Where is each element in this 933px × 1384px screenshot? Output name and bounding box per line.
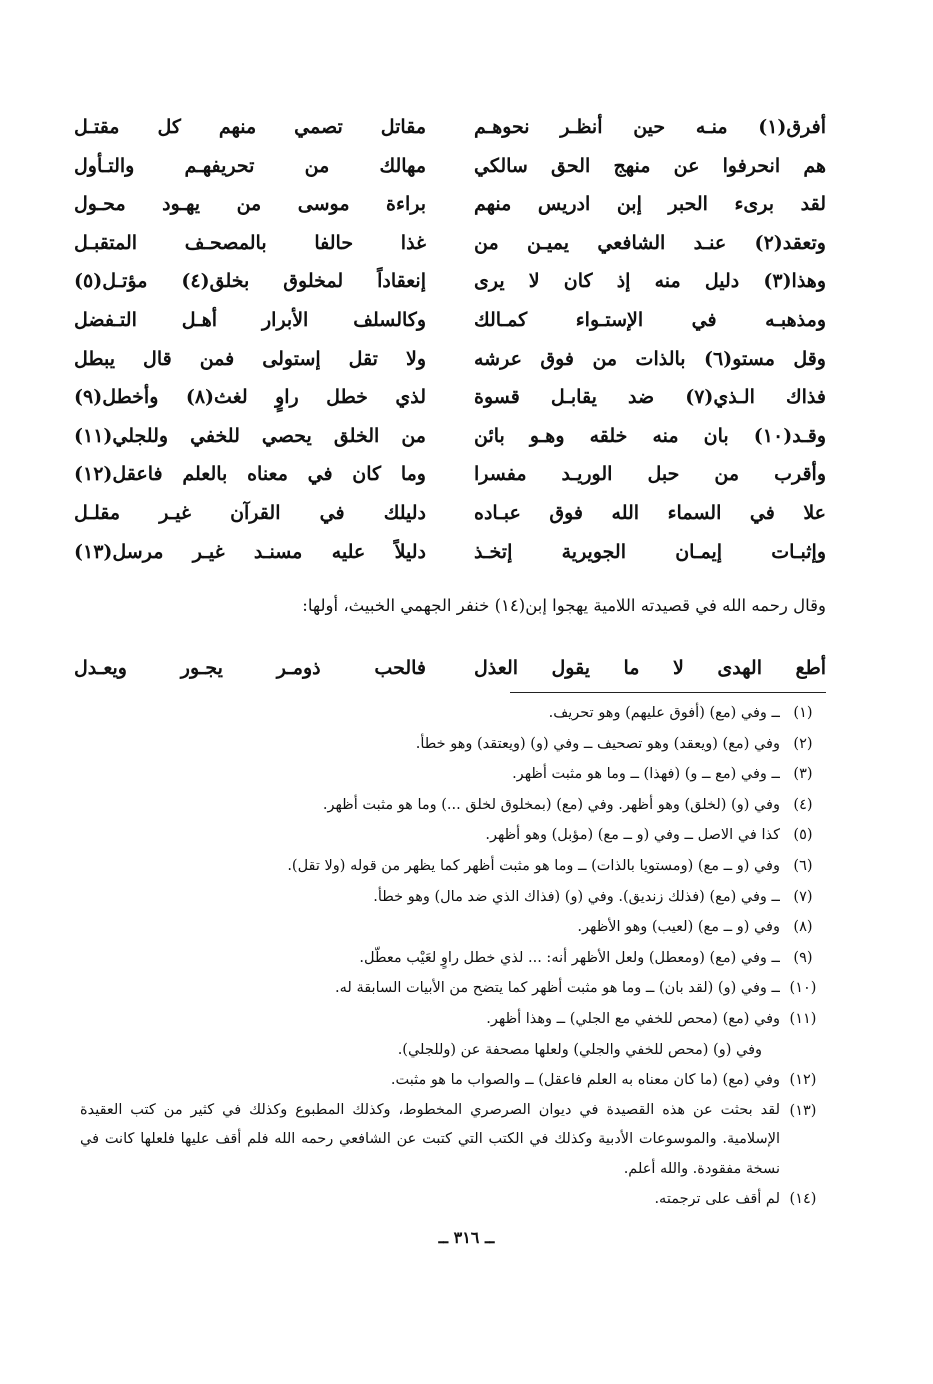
poem-verse (74, 417, 826, 456)
footnote-number: (١٤) (789, 1191, 817, 1208)
poem-verse (74, 340, 826, 379)
footnote (80, 759, 826, 790)
footnote-number: (١) (793, 705, 813, 721)
verse-first-hemistich: وقل مستو(٦) بالذات من فوق عرشه (474, 347, 826, 370)
footnote-number: (١٢) (789, 1072, 817, 1089)
footnote (80, 1065, 826, 1096)
footnote-text: وفي (و ــ مع) (ومستويا بالذات) ــ وما هو مثبت أظهر كما يظهر من قوله (ولا تقل). (287, 857, 780, 874)
footnote-number: (٣) (793, 766, 813, 783)
verse-first-hemistich: علا في السماء الله فوق عبـاده (474, 501, 826, 524)
verse-first-hemistich: فذاك الـذي(٧) ضد يقابـل قسوة (474, 386, 826, 409)
poem-verse (74, 185, 826, 224)
verse-second-hemistich: مقاتل تصمي منهم كل مقتـل (74, 116, 426, 138)
intro-sentence: وقال رحمه الله في قصيدته اللامية يهجوا إبن(١٤) خنفر الجهمي الخبيث، أولها: (302, 596, 826, 615)
footnote (80, 1004, 826, 1035)
footnote-text: وفي (و ــ مع) (لعيب) وهو الأظهر. (577, 919, 780, 936)
poem-verse (74, 108, 826, 147)
verse-second-hemistich: مهالك من تحريفهـم والتـأول (74, 154, 426, 177)
footnotes (80, 698, 826, 1215)
footnote-text: لم أقف على ترجمته. (654, 1191, 780, 1208)
poem-verse (74, 533, 826, 572)
verse-second-hemistich: غذا حالفا بالمصحـف المتقبـل (74, 231, 426, 254)
verse-first-hemistich: وأقرب من حبل الوريـد مفسرا (474, 463, 826, 486)
footnote (80, 912, 826, 943)
footnote-number: (٧) (793, 888, 813, 905)
footnote-text: وفي (مع) (ويعقد) وهو تصحيف ــ وفي (و) (ويعتقد) وهو خطأ. (415, 735, 780, 752)
verse-first-hemistich: وتعقد(٢) عنـد الشافعي يميـن من (474, 231, 826, 254)
footnote (80, 1184, 826, 1215)
footnote-text: ــ وفي (مع) (أفوق عليهم) وهو تحريف. (548, 705, 780, 721)
opening-verse (74, 648, 826, 688)
verse-second-hemistich: من الخلق يحصي للخفي وللجلي(١١) (74, 424, 426, 447)
verse-first-hemistich: وقـد(١٠) بان منه خلقه وهـو بائن (474, 424, 826, 447)
verse-second-hemistich: وكالسلف الأبرار أهـل التـفضل (74, 308, 426, 331)
footnote-text: وفي (مع) (ما كان معناه به العلم فاعقل) ــ والصواب ما هو مثبت. (390, 1072, 780, 1089)
footnote-text: ــ وفي (مع ــ و) (فهذا) ــ وما هو مثبت أظهر. (512, 766, 780, 783)
footnote-text: وفي (و) (محص للخفي والجلي) ولعلها مصحفة عن (وللجلي). (397, 1041, 762, 1058)
footnote-number: (٢) (793, 735, 813, 752)
footnote-number: (١٠) (789, 980, 817, 997)
verse-first-hemistich: ومذهبـه في الإستـواء كمـالك (474, 308, 826, 331)
verse-second-hemistich: ولا تقل إستولى فمن قال يبطل (74, 347, 426, 370)
footnote-text: وفي (مع) (محص للخفي مع الجلي) ــ وهذا أظهر. (486, 1010, 780, 1027)
footnote-text: وفي (و) (لخلق) وهو أظهر. وفي (مع) (بمخلوق لخلق ...) وما هو مثبت أظهر. (322, 796, 780, 813)
poem-verse (74, 378, 826, 417)
poem-verse (74, 301, 826, 340)
poem-verse (74, 262, 826, 301)
footnote (80, 790, 826, 821)
footnote-number: (١٣) (789, 1102, 817, 1119)
footnote (80, 943, 826, 974)
footnote-number: (١١) (789, 1010, 817, 1027)
verse-first-hemistich: أفرق(١) منـه حين أنظـر نحوهـم (474, 116, 826, 138)
verse-first-hemistich: هم انحرفوا عن منهج الحق سالكي (474, 154, 826, 177)
poem-verse (74, 147, 826, 186)
verse-first-hemistich: وإثبـات إيمـان الجويرية إتخـذ (474, 540, 826, 563)
footnote-text: ــ وفي (مع) (فذلك زنديق). وفي (و) (فذاك الذي ضد مال) وهو خطأ. (373, 888, 780, 905)
verse-second-hemistich: لذي خطل راوٍ لغث(٨) وأخطل(٩) (74, 386, 426, 409)
verse-second-hemistich: فالحب ذومـر يجـور ويعـدل (74, 657, 426, 679)
footnote (80, 698, 826, 729)
poem-verse (74, 455, 826, 494)
footnote (80, 820, 826, 851)
footnote-number: (٩) (793, 949, 813, 966)
footnote-text: ــ وفي (و) (لقد بان) ــ وما هو مثبت أظهر كما يتضح من الأبيات السابقة له. (335, 980, 780, 997)
footnote-number: (٤) (793, 796, 813, 813)
poem-block (74, 108, 826, 571)
footnote-separator (510, 692, 826, 693)
footnote (80, 973, 826, 1004)
footnote (80, 851, 826, 882)
poem-verse (74, 224, 826, 263)
footnote-number: (٥) (793, 827, 813, 844)
footnote-number: (٦) (793, 857, 813, 874)
footnote-text: ــ وفي (مع) (ومعطل) ولعل الأظهر أنه: ... لذي خطل راوٍ لعَيْب معطّل. (359, 949, 780, 966)
page-number: ــ ٣١٦ ــ (438, 1228, 495, 1247)
verse-first-hemistich: أطع الهدى لا ما يقول العذل (474, 657, 826, 679)
footnote-text: لقد بحثت عن هذه القصيدة في ديوان الصرصري المخطوط، وكذلك المطبوع وكذلك في كثير من كتب العقيدة الإسلامية. والموسوعات الأدبية وكذلك في الكتب التي كتبت عن الشافعي رحمه الله فلم أقف عليها فلعلها كانت في نسخة مفقودة. والله أعلم. (80, 1101, 780, 1177)
verse-second-hemistich: وما كان في معناه بالعلم فاعقل(١٢) (74, 463, 426, 486)
footnote (80, 729, 826, 760)
footnote (80, 882, 826, 913)
verse-second-hemistich: إنعقاداً لمخلوق بخلق(٤) مؤتـل(٥) (74, 270, 426, 293)
footnote (80, 1096, 826, 1185)
verse-first-hemistich: لقد برىء الحبر إبن ادريس منهم (474, 193, 826, 216)
footnote-continuation (80, 1035, 826, 1066)
verse-second-hemistich: دليلك في القرآن غيـر مقلـل (74, 501, 426, 524)
verse-first-hemistich: وهذا(٣) دليل منه إذ كان لا يرى (474, 270, 826, 293)
poem-verse (74, 494, 826, 533)
footnote-text: كذا في الاصل ــ وفي (و ــ مع) (مؤبل) وهو أظهر. (485, 827, 780, 844)
verse-second-hemistich: براءة موسى من يهـود محـول (74, 193, 426, 216)
verse-second-hemistich: دليلاً عليه مسنـد غيـر مرسل(١٣) (74, 540, 426, 563)
footnote-number: (٨) (793, 919, 813, 936)
